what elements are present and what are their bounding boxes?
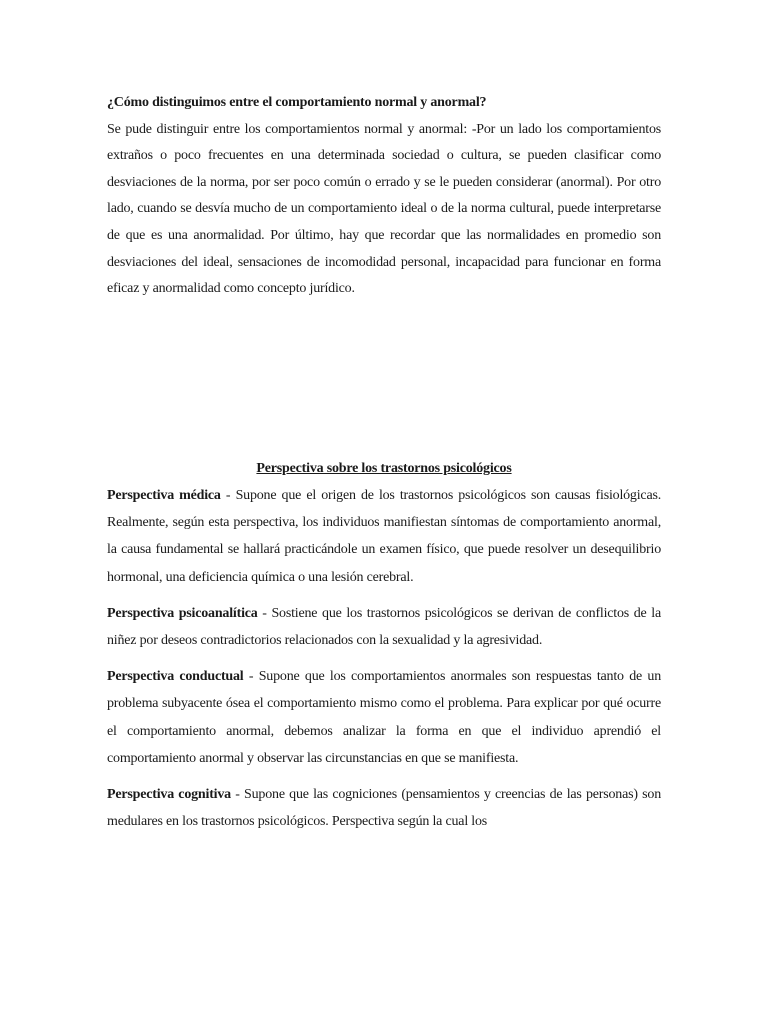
perspective-cognitive [107,781,661,835]
intro-section [107,90,661,303]
perspective-description: - Supone que los comportamientos anormales son respuestas tanto de un problema subyacente ósea el comportamiento mismo como el problema. Para explicar por qué ocurre el comportamiento anormal, debemos analizar la forma en que el individuo aprendió el comportamiento anormal y observar las circunstancias en que se manifiesta. [107,669,661,766]
perspective-psychoanalytic [107,600,661,654]
perspective-description: - Supone que las cogniciones (pensamientos y creencias de las personas) son medulares en los trastornos psicológicos. Perspectiva según la cual los [107,787,661,830]
perspective-term: Perspectiva conductual [107,669,244,685]
intro-question: ¿Cómo distinguimos entre el comportamiento normal y anormal? [107,95,487,110]
perspective-medical [107,482,661,591]
perspective-description: - Sostiene que los trastornos psicológicos se derivan de conflictos de la niñez por deseos contradictorios relacionados con la sexualidad y la agresividad. [107,605,661,649]
perspective-description: - Supone que el origen de los trastornos psicológicos son causas fisiológicas. Realmente, según esta perspectiva, los individuos manifiestan síntomas de comportamiento anormal, la causa fundamental se hallará practicándole un examen físico, que puede resolver un desequilibrio hormonal, una deficiencia química o una lesión cerebral. [107,488,661,585]
intro-answer: Se pude distinguir entre los comportamientos normal y anormal: -Por un lado los comportamientos extraños o poco frecuentes en una determinada sociedad o cultura, se pueden clasificar como desviaciones de la norma, por ser poco común o errado y se le pueden considerar (anormal). Por otro lado, cuando se desvía mucho de un comportamiento ideal o de la norma cultural, puede interpretarse de que es una anormalidad. Por último, hay que recordar que las normalidades en promedio son desviaciones del ideal, sensaciones de incomodidad personal, incapacidad para funcionar en forma eficaz y anormalidad como concepto jurídico. [107,121,661,297]
perspective-term: Perspectiva médica [107,488,221,503]
perspective-term: Perspectiva cognitiva [107,787,231,803]
perspective-behavioral [107,663,661,772]
perspective-term: Perspectiva psicoanalítica [107,605,258,621]
section-title: Perspectiva sobre los trastornos psicológicos [256,461,512,476]
perspectives-section [107,456,661,844]
